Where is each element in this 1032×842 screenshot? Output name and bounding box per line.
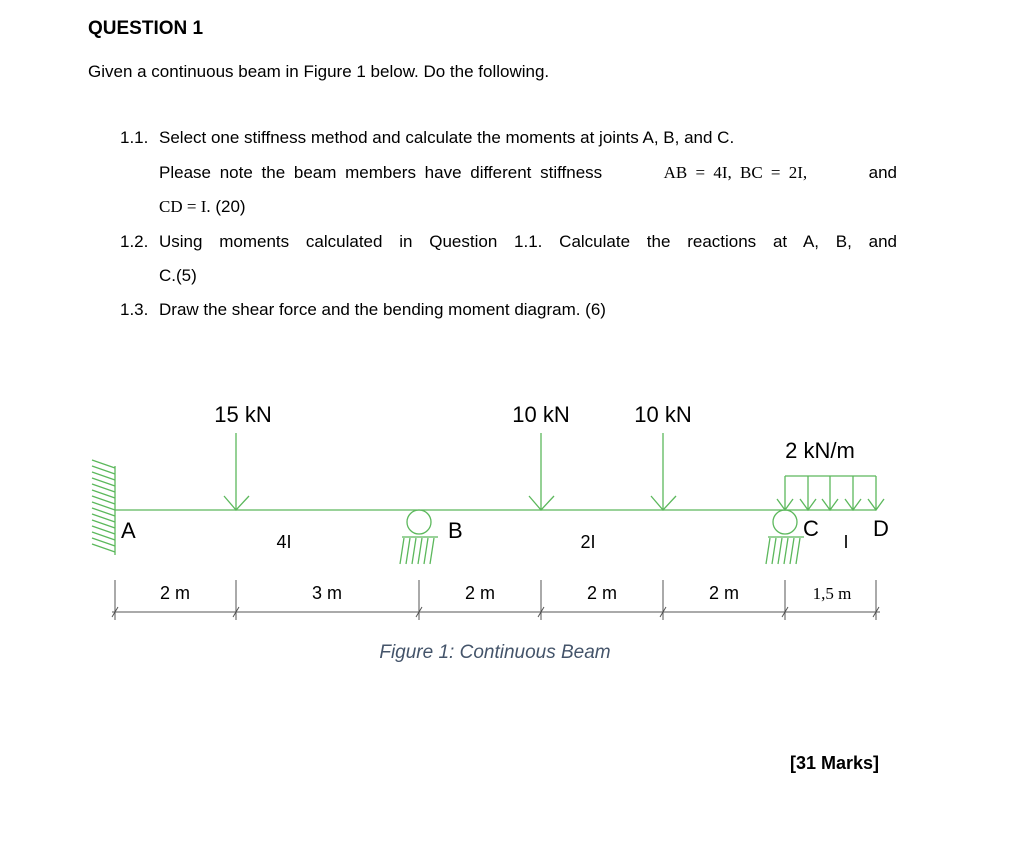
dim-label: 2 m: [708, 583, 740, 603]
load-label: 15 kN: [214, 402, 272, 427]
stiffness-label: 4I: [276, 532, 292, 552]
total-marks: [31 Marks]: [790, 753, 880, 773]
dim-label: 1,5 m: [812, 584, 852, 603]
dim-label: 2 m: [586, 583, 618, 603]
fixed-support-hatch: [92, 460, 115, 552]
udl-arrows: [777, 476, 884, 510]
intro-text: Given a continuous beam in Figure 1 below. Do the following.: [88, 62, 550, 81]
joint-label-b: B: [448, 518, 463, 543]
item-1-2-line1: Using moments calculated in Question 1.1. Calculate the reactions at A, B, and: [159, 232, 897, 251]
stiffness-text: CD = I.: [159, 197, 211, 216]
item-1-2-line2: C.(5): [159, 266, 197, 285]
load-arrow: [224, 433, 249, 510]
item-1-3-line1: Draw the shear force and the bending moment diagram. (6): [159, 300, 606, 319]
udl-label: 2 kN/m: [785, 438, 855, 463]
item-1-1-num: 1.1.: [120, 128, 149, 147]
text: Please note the beam members have different stiffness: [159, 163, 603, 182]
dim-label: 2 m: [464, 583, 496, 603]
item-1-3-num: 1.3.: [120, 300, 149, 319]
marks-text: (20): [215, 197, 246, 216]
figure-caption: Figure 1: Continuous Beam: [379, 642, 611, 663]
dim-label: 3 m: [311, 583, 343, 603]
joint-label-d: D: [873, 516, 889, 541]
dim-label: 2 m: [159, 583, 191, 603]
stiffness-text: AB = 4I, BC = 2I,: [663, 163, 808, 182]
stiffness-label: I: [843, 532, 849, 552]
load-label: 10 kN: [634, 402, 692, 427]
dimension-line: [112, 580, 880, 620]
joint-label-a: A: [121, 518, 136, 543]
question-heading: QUESTION 1: [88, 18, 204, 39]
load-arrow: [529, 433, 554, 510]
stiffness-label: 2I: [580, 532, 596, 552]
text: and: [868, 163, 897, 182]
load-label: 10 kN: [512, 402, 570, 427]
roller-support-c: [766, 510, 804, 564]
item-1-2-num: 1.2.: [120, 232, 149, 251]
roller-support-b: [400, 510, 438, 564]
joint-label-c: C: [803, 516, 819, 541]
item-1-1-line1: Select one stiffness method and calculate the moments at joints A, B, and C.: [159, 128, 735, 147]
load-arrow: [651, 433, 676, 510]
